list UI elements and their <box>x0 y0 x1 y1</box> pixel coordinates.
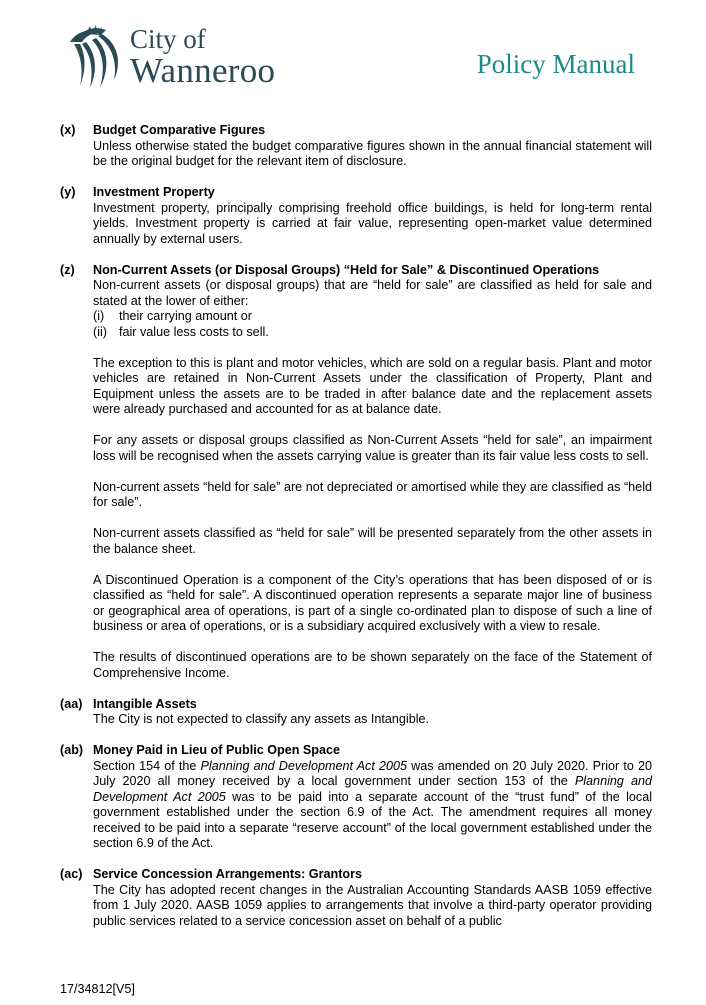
list-item <box>93 325 652 341</box>
logo-wanneroo: Wanneroo <box>130 51 276 90</box>
section-heading <box>60 743 652 759</box>
section-label: (x) <box>60 123 76 137</box>
section-label: (z) <box>60 262 75 277</box>
paragraph: Non-current assets “held for sale” are not depreciated or amortised while they are classified as “held for sale”. <box>93 479 652 509</box>
paragraph-text: was to be paid into a separate account of the “trust fund” of the local government established under the section 6.9 of the Act. The amendment requires all money received to be paid into a separate “reserve account” of the local government established under the section 6.9 of the Act. <box>93 789 652 850</box>
wanneroo-leaf-icon <box>66 24 126 92</box>
section-label: (y) <box>60 185 76 199</box>
section-title: Money Paid in Lieu of Public Open Space <box>93 743 341 757</box>
list-number: (ii) <box>93 324 107 339</box>
section-body <box>93 712 652 728</box>
lower-of-list <box>93 309 652 340</box>
section-aa <box>60 697 652 728</box>
section-heading <box>60 185 652 201</box>
paragraph: For any assets or disposal groups classified as Non-Current Assets “held for sale”, an impairment loss will be recognised when the assets carrying value is greater than its fair value less costs to sell. <box>93 433 652 463</box>
section-heading <box>60 697 652 713</box>
section-title: Investment Property <box>93 185 215 199</box>
paragraph-text: was amended on 20 July 2020. Prior to 20 July 2020 all money received by a local government under section 153 of the <box>93 758 652 788</box>
section-z <box>60 263 652 682</box>
paragraph <box>93 759 652 852</box>
section-body <box>93 278 652 681</box>
list-text: fair value less costs to sell. <box>119 324 269 339</box>
section-ac <box>60 867 652 929</box>
section-heading <box>60 867 652 883</box>
paragraph-text: Section 154 of the <box>93 758 201 773</box>
section-heading <box>60 123 652 139</box>
paragraph: Investment property, principally comprising freehold office buildings, is held for long-term rental yields. Investment property is carried at fair value, representing open-market value determined annually by external users. <box>93 200 652 246</box>
section-title: Intangible Assets <box>93 696 197 711</box>
section-body <box>93 139 652 170</box>
section-title: Non-Current Assets (or Disposal Groups) “Held for Sale” & Discontinued Operations <box>93 262 600 277</box>
policy-manual-title: Policy Manual <box>476 49 635 79</box>
section-body <box>93 759 652 852</box>
list-item <box>93 309 652 325</box>
paragraph: The exception to this is plant and motor vehicles, which are sold on a regular basis. Plant and motor vehicles are retained in Non-Current Assets under the classification of Property, Plant and Equipment unless the assets are to be traded in after balance date and the replacement assets were already purchased and accounted for as at balance date. <box>93 355 652 416</box>
section-title: Service Concession Arrangements: Grantors <box>93 867 362 881</box>
list-number: (i) <box>93 309 105 323</box>
section-body <box>93 883 652 930</box>
paragraph: The City is not expected to classify any assets as Intangible. <box>93 712 430 726</box>
paragraph: The results of discontinued operations are to be shown separately on the face of the Statement of Comprehensive Income. <box>93 650 652 680</box>
section-body <box>93 201 652 248</box>
section-label: (ac) <box>60 867 83 881</box>
document-body <box>60 123 652 945</box>
paragraph: Non-current assets classified as “held for sale” will be presented separately from the other assets in the balance sheet. <box>93 526 652 556</box>
document-reference: 17/34812[V5] <box>60 982 135 996</box>
section-label: (ab) <box>60 743 84 757</box>
paragraph <box>93 278 652 309</box>
paragraph-text: Non-current assets (or disposal groups) that are “held for sale” are classified as held for sale and stated at the lower of either: <box>93 278 652 308</box>
section-title: Budget Comparative Figures <box>93 123 266 137</box>
act-reference: Planning and Development Act 2005 <box>93 774 653 804</box>
section-y <box>60 185 652 247</box>
section-heading <box>60 263 652 279</box>
section-label: (aa) <box>60 696 83 711</box>
paragraph: The City has adopted recent changes in the Australian Accounting Standards AASB 1059 effective from 1 July 2020. AASB 1059 applies to arrangements that involve a third-party operator providing public services related to a service concession asset on behalf of a public <box>93 882 652 928</box>
act-reference: Planning and Development Act 2005 <box>200 758 407 773</box>
list-text: their carrying amount or <box>119 309 252 323</box>
paragraph: A Discontinued Operation is a component of the City’s operations that has been disposed of or is classified as “held for sale”. A discontinued operation represents a separate major line of business or geographical area of operations, is part of a single co-ordinated plan to dispose of such a line of business or area of operations, or is a subsidiary acquired exclusively with a view to resale. <box>93 572 652 633</box>
section-ab <box>60 743 652 852</box>
paragraph: Unless otherwise stated the budget comparative figures shown in the annual financial statement will be the original budget for the relevant item of disclosure. <box>93 138 652 168</box>
section-x <box>60 123 652 170</box>
logo-city-of: City of <box>130 24 206 54</box>
